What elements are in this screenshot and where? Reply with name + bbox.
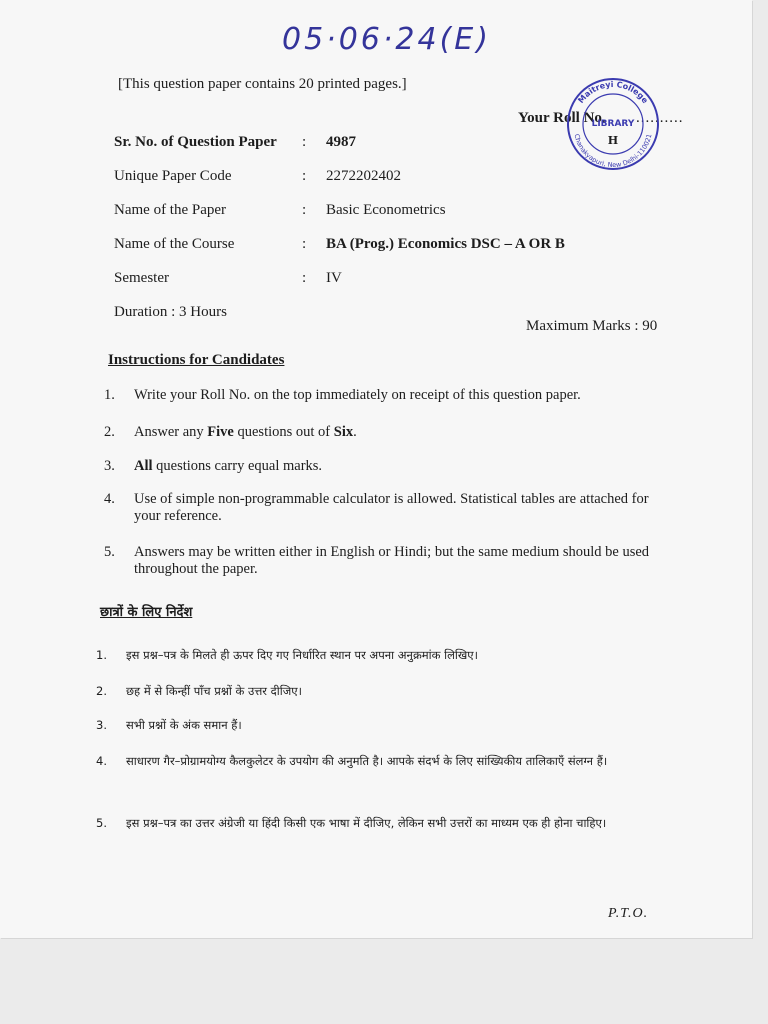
info-value: BA (Prog.) Economics DSC – A OR B bbox=[326, 236, 565, 252]
instruction-number: 1. bbox=[96, 648, 107, 662]
maximum-marks: Maximum Marks : 90 bbox=[526, 318, 658, 334]
instruction-number: 4. bbox=[104, 491, 115, 507]
please-turn-over: P.T.O. bbox=[608, 906, 649, 921]
instruction-number: 2. bbox=[96, 684, 107, 698]
info-value: 2272202402 bbox=[326, 168, 401, 184]
duration-text: Duration : 3 Hours bbox=[114, 304, 227, 320]
instruction-number: 4. bbox=[96, 754, 107, 768]
instruction-number: 2. bbox=[104, 424, 115, 440]
page-count-note: [This question paper contains 20 printed pages.] bbox=[118, 76, 407, 92]
info-label: Sr. No. of Question Paper bbox=[114, 134, 277, 150]
info-label: Name of the Paper bbox=[114, 202, 227, 218]
info-value: IV bbox=[326, 270, 342, 286]
info-label: Semester bbox=[114, 270, 169, 286]
instruction-text: Write your Roll No. on the top immediately on receipt of this question paper. bbox=[134, 387, 581, 403]
instruction-text: All questions carry equal marks. bbox=[134, 458, 323, 474]
stamp-library-text: LIBRARY bbox=[591, 119, 635, 129]
roll-number-label: Your Roll No. bbox=[518, 110, 606, 126]
instruction-text: इस प्रश्न–पत्र के मिलते ही ऊपर दिए गए निर्धारित स्थान पर अपना अनुक्रमांक लिखिए। bbox=[126, 648, 478, 662]
handwritten-date: 05·06·24(E) bbox=[282, 22, 491, 57]
instruction-number: 3. bbox=[104, 458, 115, 474]
info-colon: : bbox=[302, 202, 307, 218]
instruction-text: सभी प्रश्नों के अंक समान हैं। bbox=[126, 718, 242, 732]
instruction-text: Answers may be written either in English or Hindi; but the same medium should be used throughout the paper. bbox=[134, 544, 650, 577]
svg-text:Maitreyi College bbox=[576, 80, 650, 106]
info-colon: : bbox=[302, 270, 307, 286]
info-value: Basic Econometrics bbox=[326, 202, 446, 218]
instruction-text: इस प्रश्न–पत्र का उत्तर अंग्रेजी या हिंदी किसी एक भाषा में दीजिए, लेकिन सभी उत्तरों का माध्यम एक ही होना चाहिए। bbox=[126, 816, 607, 830]
info-colon: : bbox=[302, 236, 307, 252]
instruction-number: 5. bbox=[104, 544, 115, 560]
info-colon: : bbox=[302, 134, 307, 150]
info-colon: : bbox=[302, 168, 307, 184]
roll-number-blank: .......... bbox=[636, 110, 684, 126]
instruction-text: छह में से किन्हीं पाँच प्रश्नों के उत्तर दीजिए। bbox=[126, 684, 302, 698]
stamp-college-name: Maitreyi College bbox=[576, 79, 650, 106]
instruction-number: 3. bbox=[96, 718, 107, 732]
stamp-address: Chanakyapuri, New Delhi-110021 bbox=[572, 133, 654, 170]
instruction-text: Answer any Five questions out of Six. bbox=[134, 424, 357, 440]
stamp-letter: H bbox=[607, 134, 619, 147]
instruction-number: 1. bbox=[104, 387, 115, 403]
instruction-number: 5. bbox=[96, 816, 107, 830]
hindi-instructions-heading: छात्रों के लिए निर्देश bbox=[100, 605, 193, 620]
info-label: Name of the Course bbox=[114, 236, 235, 252]
instruction-text: Use of simple non-programmable calculator is allowed. Statistical tables are attached for your reference. bbox=[134, 491, 649, 524]
info-value: 4987 bbox=[326, 134, 356, 150]
instructions-heading: Instructions for Candidates bbox=[108, 352, 285, 368]
library-stamp bbox=[560, 76, 666, 172]
instruction-text: साधारण गैर–प्रोग्रामयोग्य कैलकुलेटर के उपयोग की अनुमति है। आपके संदर्भ के लिए सांख्यिकीय तालिकाएँ संलग्न हैं। bbox=[126, 754, 608, 768]
info-label: Unique Paper Code bbox=[114, 168, 232, 184]
